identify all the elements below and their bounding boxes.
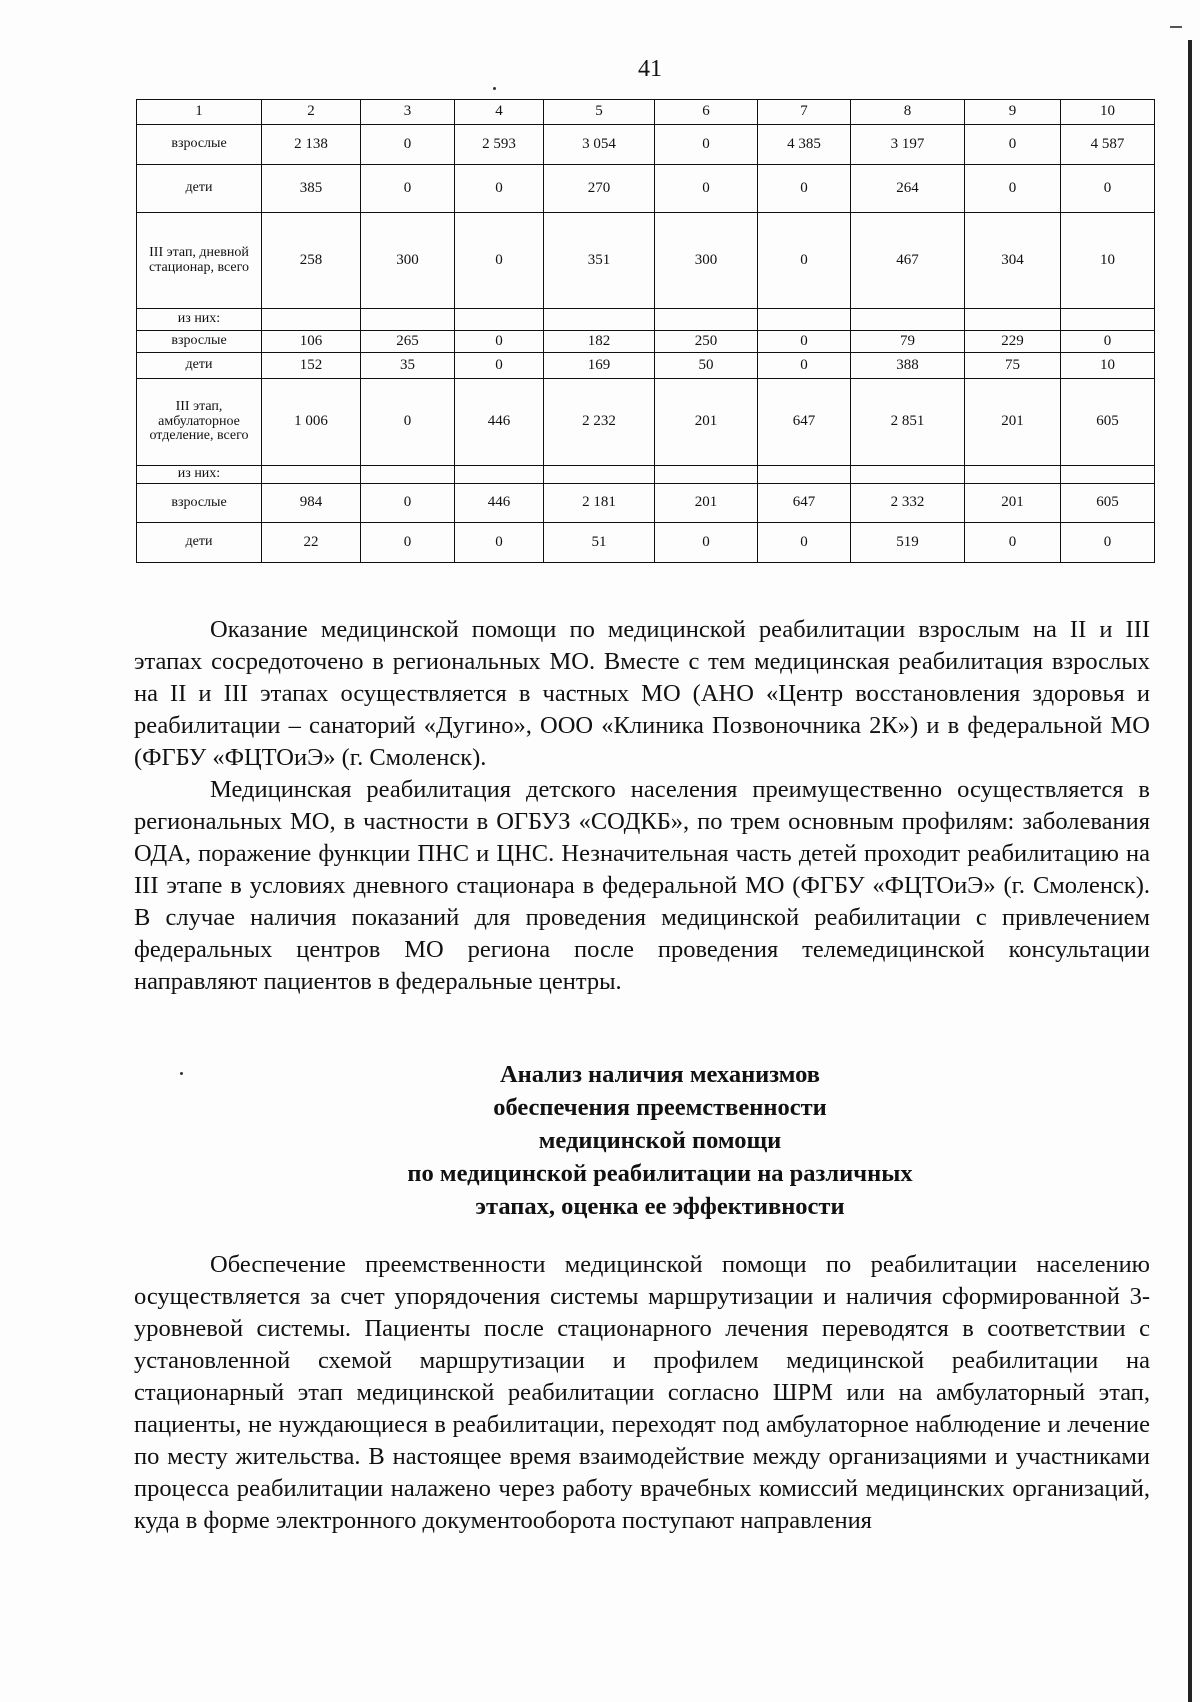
table-cell: 446 [455,379,544,466]
header-cell: 8 [851,100,965,125]
table-cell: 647 [758,484,851,523]
table-cell: 0 [361,379,455,466]
table-cell: 201 [655,484,758,523]
table-cell: 605 [1061,484,1155,523]
table-cell: 351 [544,213,655,309]
table-cell: 0 [361,484,455,523]
table-cell: 229 [965,331,1061,353]
table-cell: 0 [655,523,758,563]
table-cell [1061,466,1155,484]
table-cell: 264 [851,165,965,213]
table-row [137,484,1155,523]
table-row [137,466,1155,484]
table-cell: 2 851 [851,379,965,466]
header-cell: 3 [361,100,455,125]
table-cell [1061,309,1155,331]
table-cell [655,309,758,331]
table-cell: 0 [455,331,544,353]
table-cell [361,309,455,331]
table-cell: 647 [758,379,851,466]
table-cell: 0 [361,125,455,165]
table-cell: 0 [361,523,455,563]
table-cell: 0 [1061,331,1155,353]
table-cell: 152 [262,353,361,379]
table-cell: 0 [361,165,455,213]
table-cell [544,309,655,331]
table-cell [851,309,965,331]
table-cell: 0 [758,353,851,379]
table-cell [965,309,1061,331]
table-cell [544,466,655,484]
table-row [137,125,1155,165]
table-cell: 201 [965,484,1061,523]
header-cell: 10 [1061,100,1155,125]
table-cell: 201 [965,379,1061,466]
table-cell: 2 232 [544,379,655,466]
scan-speck [180,1072,183,1075]
table-cell: 201 [655,379,758,466]
table-row [137,379,1155,466]
table-row [137,165,1155,213]
table-cell: 0 [758,331,851,353]
body-section-2 [134,1249,1150,1537]
table-cell: 0 [1061,165,1155,213]
table-header-row [137,100,1155,125]
table-row [137,213,1155,309]
table-cell [965,466,1061,484]
table-cell: 4 587 [1061,125,1155,165]
table-cell [758,466,851,484]
table-cell [758,309,851,331]
table-cell: 270 [544,165,655,213]
scan-speck [493,87,496,90]
header-cell: 2 [262,100,361,125]
header-cell: 6 [655,100,758,125]
table-cell: 0 [455,213,544,309]
table-cell: 3 054 [544,125,655,165]
table-cell: 3 197 [851,125,965,165]
table-cell: 10 [1061,353,1155,379]
table-cell: 0 [758,523,851,563]
table-cell: 0 [1061,523,1155,563]
table-cell: 385 [262,165,361,213]
table-cell: 0 [455,523,544,563]
table-cell: 0 [965,125,1061,165]
row-label: дети [137,353,262,379]
heading-line: по медицинской реабилитации на различных [407,1160,913,1187]
table-cell: 0 [455,165,544,213]
table-cell: 75 [965,353,1061,379]
table-cell: 4 385 [758,125,851,165]
page-number: 41 [638,56,662,82]
table-row [137,309,1155,331]
table-cell: 0 [965,165,1061,213]
header-cell: 5 [544,100,655,125]
section-heading [300,1058,1020,1223]
row-label: из них: [137,466,262,484]
table-cell: 2 593 [455,125,544,165]
table-cell: 0 [655,125,758,165]
table-cell: 0 [655,165,758,213]
header-cell: 1 [137,100,262,125]
table-cell: 1 006 [262,379,361,466]
table-row [137,353,1155,379]
row-label: взрослые [137,125,262,165]
paragraph-adult-rehab: Оказание медицинской помощи по медицинской реабилитации взрослым на II и III этапах сосредоточено в региональных МО. Вместе с тем медицинская реабилитация взрослых на II и III этапах осуществляется в частных МО (АНО «Центр восстановления здоровья и реабилитации – санаторий «Дугино», ООО «Клиника Позвоночника 2К») и в федеральной МО (ФГБУ «ФЦТОиЭ» (г. Смоленск). [134,616,1150,771]
table-cell [851,466,965,484]
table-row [137,331,1155,353]
heading-line: медицинской помощи [538,1127,782,1154]
heading-line: обеспечения преемственности [493,1094,827,1121]
table-cell: 519 [851,523,965,563]
table-cell: 10 [1061,213,1155,309]
heading-line: этапах, оценка ее эффективности [475,1193,845,1220]
table-cell [262,466,361,484]
table-cell: 0 [758,213,851,309]
table-cell [455,309,544,331]
body-section-1 [134,614,1150,998]
table-cell: 106 [262,331,361,353]
row-label: III этап, дневной стационар, всего [137,213,262,309]
table-cell: 605 [1061,379,1155,466]
header-cell: 7 [758,100,851,125]
header-cell: 4 [455,100,544,125]
table-cell: 250 [655,331,758,353]
table-cell: 304 [965,213,1061,309]
table-cell: 0 [965,523,1061,563]
paragraph-continuity: Обеспечение преемственности медицинской помощи по реабилитации населению осуществляется за счет упорядочения системы маршрутизации и наличия сформированной 3-уровневой системы. Пациенты после стационарного лечения переводятся в соответствии с установленной схемой маршрутизации и профилем медицинской реабилитации на стационарный этап медицинской реабилитации согласно ШРМ или на амбулаторный этап, пациенты, не нуждающиеся в реабилитации, переходят под амбулаторное наблюдение и лечение по месту жительства. В настоящее время взаимодействие между организациями и участниками процесса реабилитации налажено через работу врачебных комиссий медицинских организаций, куда в форме электронного документооборота поступают направления [134,1251,1150,1534]
table-cell: 300 [361,213,455,309]
table-cell [655,466,758,484]
table-cell: 388 [851,353,965,379]
table-cell: 300 [655,213,758,309]
table-cell: 2 181 [544,484,655,523]
table-cell: 22 [262,523,361,563]
scan-edge-line [1188,40,1192,1702]
row-label: из них: [137,309,262,331]
row-label: дети [137,165,262,213]
table-cell: 2 332 [851,484,965,523]
row-label: взрослые [137,484,262,523]
table-cell: 182 [544,331,655,353]
heading-line: Анализ наличия механизмов [499,1061,821,1088]
table-cell: 446 [455,484,544,523]
table-cell: 0 [455,353,544,379]
table-cell [361,466,455,484]
row-label: дети [137,523,262,563]
table-cell [455,466,544,484]
header-cell: 9 [965,100,1061,125]
table-cell: 79 [851,331,965,353]
table-cell: 169 [544,353,655,379]
table-cell: 0 [758,165,851,213]
table-cell: 51 [544,523,655,563]
row-label: взрослые [137,331,262,353]
table-cell: 258 [262,213,361,309]
table-cell: 35 [361,353,455,379]
table-cell: 467 [851,213,965,309]
row-label: III этап, амбулаторное отделение, всего [137,379,262,466]
paragraph-child-rehab: Медицинская реабилитация детского населения преимущественно осуществляется в региональных МО, в частности в ОГБУЗ «СОДКБ», по трем основным профилям: заболевания ОДА, поражение функции ПНС и ЦНС. Незначительная часть детей проходит реабилитацию на III этапе в условиях дневного стационара в федеральной МО (ФГБУ «ФЦТОиЭ» (г. Смоленск). В случае наличия показаний для проведения медицинской реабилитации с привлечением федеральных центров МО региона после проведения телемедицинской консультации направляют пациентов в федеральные центры. [134,776,1150,995]
table-cell: 50 [655,353,758,379]
table-cell: 2 138 [262,125,361,165]
table-row [137,523,1155,563]
rehab-statistics-table [136,99,1155,563]
scan-mark [1170,26,1182,28]
table-cell: 984 [262,484,361,523]
table-cell [262,309,361,331]
table-cell: 265 [361,331,455,353]
